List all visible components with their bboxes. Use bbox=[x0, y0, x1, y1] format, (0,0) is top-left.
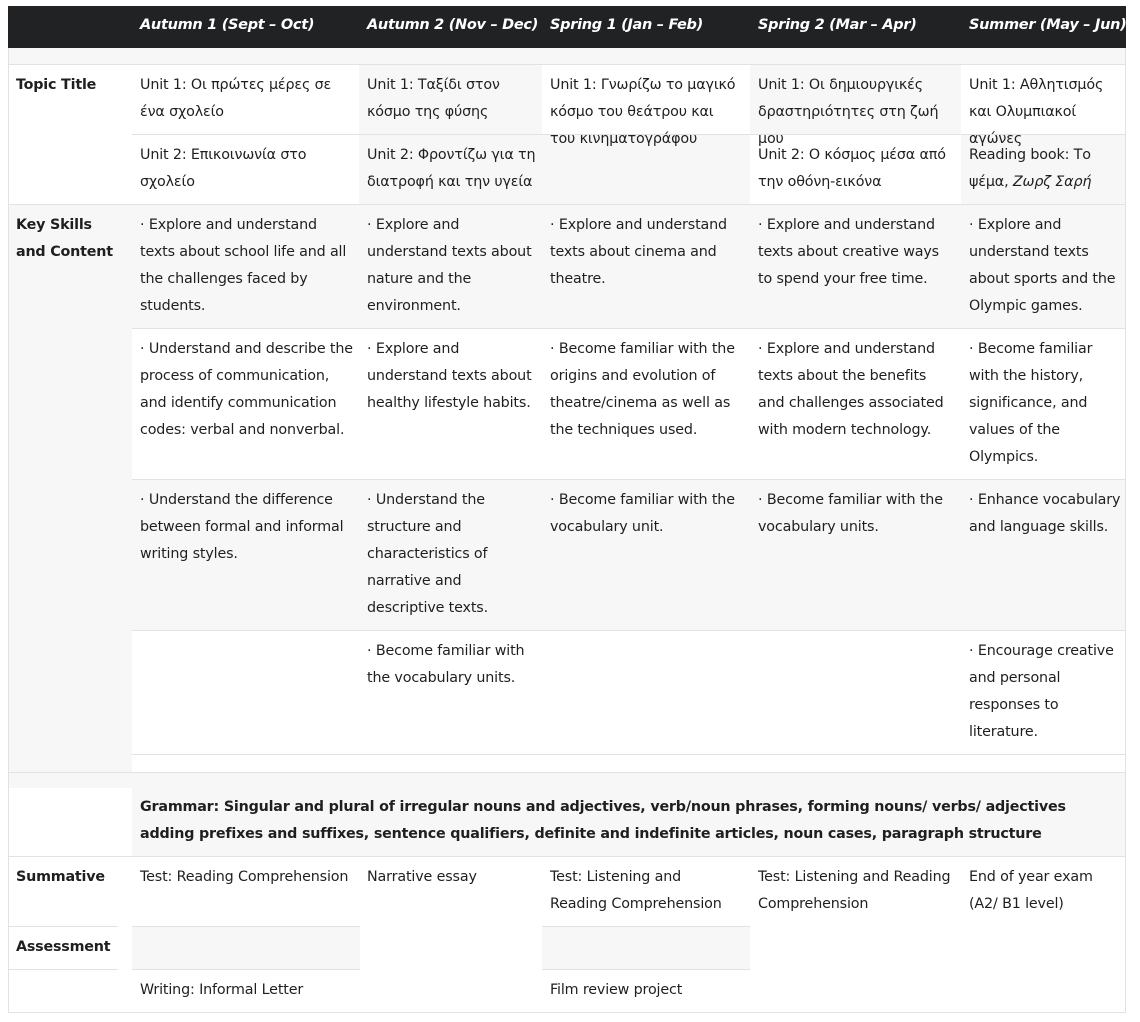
topic-summer-reading-book: Reading book: Το ψέμα, Ζωρζ Σαρή bbox=[969, 147, 1092, 190]
header-summer: Summer (May – Jun) bbox=[969, 17, 1127, 33]
row-label-summative: Summative bbox=[16, 869, 105, 885]
header-autumn-2: Autumn 2 (Nov – Dec) bbox=[367, 17, 539, 33]
skill-summer-2: · Become familiar with the history, significance, and values of the Olympics. bbox=[969, 341, 1093, 465]
topic-autumn2-unit2: Unit 2: Φροντίζω για τη διατροφή και την υγεία bbox=[367, 147, 536, 190]
assessment-spring1-project: Film review project bbox=[550, 982, 683, 998]
topic-spring2-unit2: Unit 2: Ο κόσμος μέσα από την οθόνη-εικόνα bbox=[758, 147, 946, 190]
table-header-row bbox=[8, 6, 1126, 48]
skill-summer-4: · Encourage creative and personal responses to literature. bbox=[969, 643, 1114, 740]
skill-spring1-2: · Become familiar with the origins and evolution of theatre/cinema as well as the techniques used. bbox=[550, 341, 735, 438]
header-spring-1: Spring 1 (Jan – Feb) bbox=[550, 17, 703, 33]
skill-autumn2-2: · Explore and understand texts about healthy lifestyle habits. bbox=[367, 341, 532, 411]
skill-autumn2-1: · Explore and understand texts about nature and the environment. bbox=[367, 217, 532, 314]
skill-autumn2-4: · Become familiar with the vocabulary units. bbox=[367, 643, 525, 686]
skill-spring2-1: · Explore and understand texts about creative ways to spend your free time. bbox=[758, 217, 939, 287]
skill-summer-3: · Enhance vocabulary and language skills. bbox=[969, 492, 1121, 535]
assessment-spring1-test: Test: Listening and Reading Comprehension bbox=[550, 869, 722, 912]
assessment-autumn2-essay: Narrative essay bbox=[367, 869, 477, 885]
assessment-summer-exam: End of year exam (A2/ B1 level) bbox=[969, 869, 1093, 912]
topic-spring1-unit1: Unit 1: Γνωρίζω το μαγικό κόσμο του θεάτρου και του κινηματογράφου bbox=[550, 77, 736, 147]
topic-autumn1-unit2: Unit 2: Επικοινωνία στο σχολείο bbox=[140, 147, 307, 190]
header-spring-2: Spring 2 (Mar – Apr) bbox=[758, 17, 917, 33]
skill-spring2-2: · Explore and understand texts about the benefits and challenges associated with modern technology. bbox=[758, 341, 944, 438]
skill-summer-1: · Explore and understand texts about sports and the Olympic games. bbox=[969, 217, 1116, 314]
assessment-autumn1-test: Test: Reading Comprehension bbox=[140, 869, 349, 885]
topic-autumn1-unit1: Unit 1: Οι πρώτες μέρες σε ένα σχολείο bbox=[140, 77, 332, 120]
header-autumn-1: Autumn 1 (Sept – Oct) bbox=[140, 17, 315, 33]
assessment-spring2-test: Test: Listening and Reading Comprehension bbox=[758, 869, 951, 912]
skill-autumn2-3: · Understand the structure and characteristics of narrative and descriptive texts. bbox=[367, 492, 488, 616]
topic-autumn2-unit1: Unit 1: Ταξίδι στον κόσμο της φύσης bbox=[367, 77, 500, 120]
skill-autumn1-1: · Explore and understand texts about school life and all the challenges faced by students. bbox=[140, 217, 347, 314]
row-label-key-skills: Key Skills and Content bbox=[16, 217, 113, 260]
skill-spring2-3: · Become familiar with the vocabulary units. bbox=[758, 492, 943, 535]
topic-spring2-unit1: Unit 1: Οι δημιουργικές δραστηριότητες στη ζωή μου bbox=[758, 77, 939, 147]
topic-summer-unit1: Unit 1: Αθλητισμός και Ολυμπιακοί αγώνες bbox=[969, 77, 1104, 147]
skill-spring1-1: · Explore and understand texts about cinema and theatre. bbox=[550, 217, 727, 287]
skill-autumn1-2: · Understand and describe the process of communication, and identify communication codes: verbal and nonverbal. bbox=[140, 341, 353, 438]
grammar-text: Grammar: Singular and plural of irregular nouns and adjectives, verb/noun phrases, forming nouns/ verbs/ adjectives adding prefixes and suffixes, sentence qualifiers, definite and indefinite articles, noun cases, paragraph structure bbox=[140, 799, 1066, 842]
skill-spring1-3: · Become familiar with the vocabulary unit. bbox=[550, 492, 735, 535]
row-label-topic-title: Topic Title bbox=[16, 77, 97, 93]
assessment-autumn1-writing: Writing: Informal Letter bbox=[140, 982, 304, 998]
row-label-assessment: Assessment bbox=[16, 939, 111, 955]
skill-autumn1-3: · Understand the difference between formal and informal writing styles. bbox=[140, 492, 344, 562]
